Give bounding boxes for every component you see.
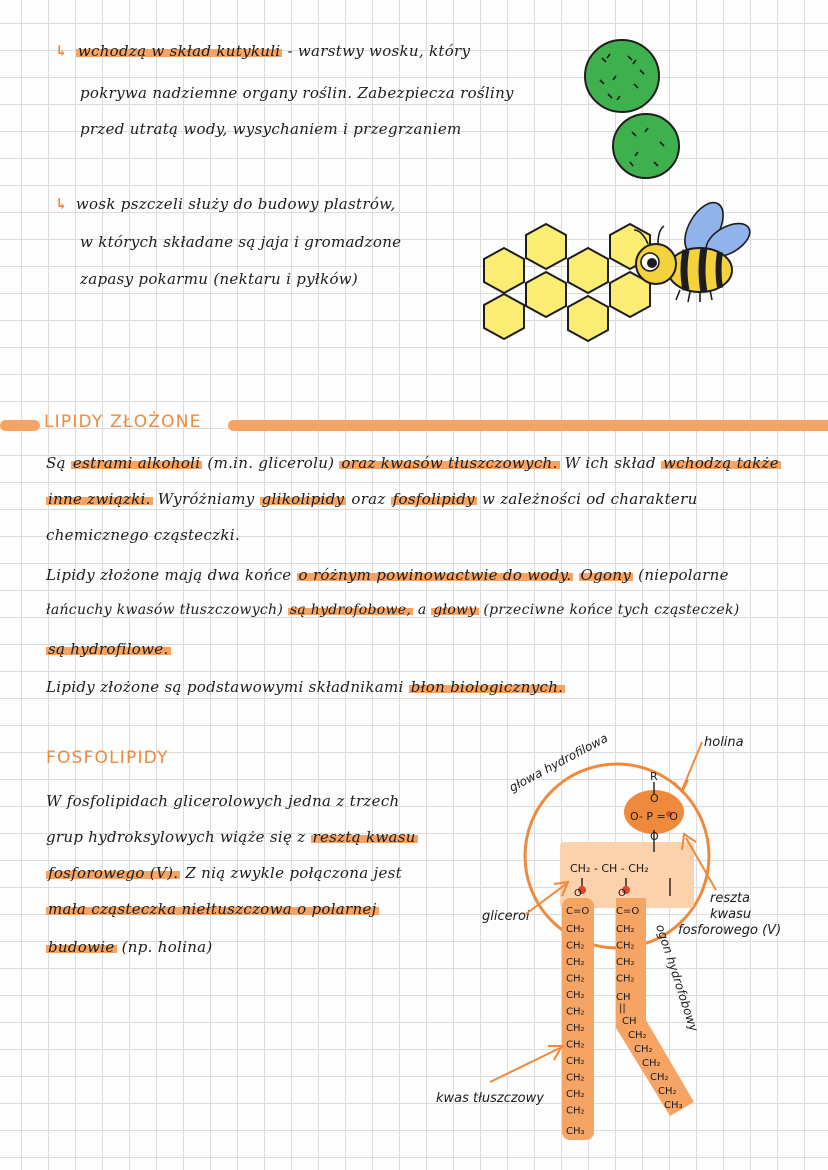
text-line: pokrywa nadziemne organy roślin. Zabezpiecza rośliny — [80, 84, 514, 102]
text-line: przed utratą wody, wysychaniem i przegrzaniem — [80, 120, 462, 138]
honeycomb-bee-illustration — [472, 198, 752, 348]
ch2-label: CH₂ — [616, 973, 635, 985]
kwas-label: kwas tłuszczowy — [436, 1091, 544, 1106]
text-line: w których składane są jaja i gromadzone — [80, 233, 402, 251]
reszta-label-3: fosforowego (V) — [678, 923, 782, 938]
arrow-icon: ↳ — [55, 195, 68, 213]
highlight: wchodzą w skład kutykuli — [77, 42, 281, 60]
ch2-label: CH₂ — [566, 990, 585, 1001]
reszta-label-1: reszta — [710, 891, 751, 906]
cactus-illustration — [580, 36, 690, 182]
glowa-label: głowa hydrofilowa — [506, 730, 611, 795]
heading-bar — [228, 420, 828, 431]
section-heading-fosfolipidy: FOSFOLIPIDY — [46, 748, 169, 768]
carbonyl-label: C=O — [616, 906, 640, 917]
text-line: są hydrofilowe. — [48, 640, 169, 658]
atom-R: R — [650, 770, 658, 783]
section-heading-lipidy: LIPIDY ZŁOŻONE — [44, 412, 202, 432]
ch2-label: CH₂ — [628, 1030, 647, 1041]
ch2-label: CH₂ — [566, 1089, 585, 1100]
double-bond-label: || — [619, 1003, 626, 1014]
text-line: ↳ wosk pszczeli służy do budowy plastrów, — [55, 195, 396, 213]
text-line: inne związki. Wyróżniamy glikolipidy oraz fosfolipidy w zależności od charakteru — [48, 490, 698, 508]
arrow-kwas — [490, 1048, 560, 1082]
arrow-icon: ↳ — [55, 42, 68, 60]
glycerol-row: CH₂ - CH - CH₂ — [570, 862, 649, 875]
ogon-label: ogon hydrofobowy — [653, 922, 701, 1034]
text-line: W fosfolipidach glicerolowych jedna z trzech — [46, 792, 400, 810]
text-line: ↳ wchodzą w skład kutykuli - warstwy wosku, który — [55, 42, 471, 60]
ch2-label: CH₂ — [566, 1105, 585, 1117]
ch2-label: CH₂ — [658, 1086, 677, 1097]
text-line: fosforowego (V). Z nią zwykle połączona jest — [48, 864, 402, 882]
holina-label: holina — [704, 735, 744, 750]
ch2-label: CH₂ — [566, 1072, 585, 1084]
ch2-label: CH₂ — [566, 940, 585, 952]
ch3-label: CH₃ — [664, 1100, 683, 1111]
text-line: grup hydroksylowych wiąże się z resztą kwasu — [46, 828, 416, 846]
ch2-label: CH₂ — [566, 1023, 585, 1034]
text-line: łańcuchy kwasów tłuszczowych) są hydrofobowe, a głowy (przeciwne końce tych cząsteczek) — [46, 602, 740, 618]
reszta-label-2: kwasu — [710, 907, 752, 922]
phospholipid-diagram — [420, 730, 820, 1150]
ch-label: CH — [616, 992, 631, 1003]
text-line: mała cząsteczka niełtuszczowa o polarnej — [48, 900, 377, 918]
text-line: budowie (np. holina) — [48, 938, 213, 956]
ch2-label: CH₂ — [566, 1056, 585, 1067]
text-line: Lipidy złożone mają dwa końce o różnym powinowactwie do wody. Ogony (niepolarne — [46, 566, 729, 584]
text-line: chemicznego cząsteczki. — [46, 526, 240, 544]
ch2-label: CH₂ — [566, 1006, 585, 1018]
ch2-label: CH₂ — [616, 957, 635, 968]
ch-label: CH — [622, 1016, 637, 1027]
atom-O-bottom: O — [650, 830, 659, 843]
ch2-label: CH₂ — [634, 1044, 653, 1055]
text-line: Lipidy złożone są podstawowymi składnikami błon biologicznych. — [46, 678, 564, 696]
atom-O: O — [618, 888, 626, 899]
arrow-holina — [682, 742, 702, 790]
atom-O: O — [574, 888, 582, 899]
ch3-label: CH₃ — [566, 1126, 585, 1137]
phosphate-row: O- P = O — [630, 810, 678, 823]
text-line: zapasy pokarmu (nektaru i pyłków) — [80, 270, 359, 288]
ch2-label: CH₂ — [650, 1072, 669, 1083]
ch2-label: CH₂ — [566, 957, 585, 968]
carbonyl-label: C=O — [566, 906, 590, 917]
ch2-label: CH₂ — [616, 924, 635, 935]
ch2-label: CH₂ — [642, 1058, 661, 1069]
glicerol-label: glicerol — [482, 909, 530, 924]
ch2-label: CH₂ — [616, 940, 635, 952]
atom-O-top: O — [650, 792, 659, 805]
heading-bar — [0, 420, 40, 431]
ch2-label: CH₂ — [566, 973, 585, 985]
ch2-label: CH₂ — [566, 924, 585, 935]
text-line: Są estrami alkoholi (m.in. glicerolu) oraz kwasów tłuszczowych. W ich skład wchodzą także — [46, 454, 779, 472]
ch2-label: CH₂ — [566, 1039, 585, 1051]
